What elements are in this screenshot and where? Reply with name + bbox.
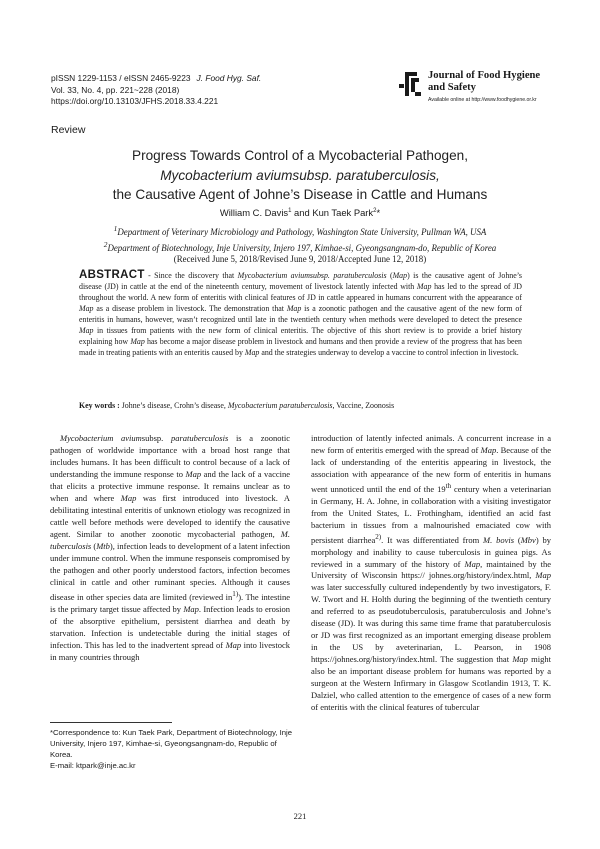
journal-abbrev: J. Food Hyg. Saf. — [196, 73, 262, 83]
received-dates: (Received June 5, 2018/Revised June 9, 2018/Accepted June 12, 2018) — [173, 254, 427, 265]
paper-title — [50, 146, 550, 205]
article-meta — [51, 73, 261, 108]
keywords: Key words : Johne’s disease, Crohn’s disease, Mycobacterium paratuberculosis, Vaccine, Zoonosis — [79, 401, 395, 410]
journal-logo-icon — [397, 70, 423, 98]
journal-logo — [397, 70, 587, 106]
issn: pISSN 1229-1153 / eISSN 2465-9223 — [51, 73, 191, 83]
body-column-right — [311, 433, 551, 714]
body-column-left — [50, 433, 290, 664]
journal-name: Journal of Food Hygiene and Safety — [428, 70, 541, 93]
abstract: ABSTRACT - Since the discovery that Mycobacterium aviumsubsp. paratuberculosis (Map) is the causative agent of Johne’s disease (JD) in cattle at the end of the nineteenth century, movement of livestock latently infected with Map has led to the spread of JD throughout the world. A new form of enteritis with clinical features of JD in cattle appeared in humans concurrent with the appearance of Map as a disease problem in livestock. The demonstration that Map is a zoonotic pathogen and the causative agent of the new form of enteritis in humans, however, wasn’t recognized until late in the twentieth century when methods were developed to detect the presence Map in tissues from patients with the new form of clinical enteritis. The objective of this short review is to provide a brief history explaining how Map has become a major disease problem in livestock and humans and then provide a review of the progress that has been made in treating patients with an enteritis caused by Map and the strategies underway to develop a vaccine to control infection in livestock. — [79, 269, 522, 358]
volume-info: Vol. 33, No. 4, pp. 221~228 (2018) — [51, 84, 180, 95]
citation[interactable]: 2) — [375, 532, 382, 541]
body-paragraph: Mycobacterium aviumsubsp. paratuberculosis is a zoonotic pathogen of worldwide importance with a broad host range that includes humans. It has been difficult to control because of a lack of understanding the immune response to Map and the lack of a vaccine that elicits a protective immune response. It remains unclear as to when and where Map was first introduced into livestock. A debilitating intestinal enteritis of unknown etiology was recognized in cattle well before methods were developed to identify the causative agent. Similar to another zoonotic mycobacterial pathogen, M. tuberculosis (Mtb), infection leads to development of a latent infection under immune control. When the immune responseis compromised by the pathogen and other poorly understood factors, infection becomes clinical in cattle and other ruminant species. Although it causes disease in other species data are limited (reviewed $in^{1)}$). The intestine is the primary target tissue affected by Map. Infection leads to erosion of the absorptive epithelium, persistent diarrhea and death by starvation. Infection is undetectable during the initial stages of infection. This has led to the inadvertent spread of Map into livestock in many countries through — [50, 433, 291, 662]
title-line-1: Progress Towards Control of a Mycobacterial Pathogen, — [132, 148, 468, 163]
author-name: Kun Taek Park — [312, 207, 374, 218]
corresponding-mark: * — [376, 207, 381, 218]
section-label: Review — [51, 124, 86, 136]
doi-link[interactable]: https://doi.org/10.13103/JFHS.2018.33.4.221 — [51, 96, 219, 107]
affiliation-1: $^1$Department of Veterinary Microbiology and Pathology, Washington State University, Pullman WA, USA — [113, 224, 487, 237]
title-line-2: Mycobacterium aviumsubsp. paratuberculosis, — [160, 167, 440, 183]
page-number: 221 — [293, 811, 307, 821]
abstract-heading: ABSTRACT — [79, 269, 145, 281]
title-line-3: the Causative Agent of Johne’s Disease in Cattle and Humans — [112, 187, 488, 203]
journal-website[interactable]: Available online at http://www.foodhygiene.or.kr — [428, 97, 537, 103]
body-paragraph: introduction of latently infected animals. A concurrent increase in a new form of enteritis emerged with the spread of Map. Because of the lack of understanding of the enteritis appearing in livestock, the association with appearance of the new form of enteritis in humans went unnoticed until the end of the 19th century when a veterinarian in Germany, H. A. Johne, in collaboration with a visiting investigator from the United States, L. Frothingham, identified an acid fast bacterium in tissues from a malnourished emaciated cow with persistent diarrhea$^{2)}$. It was differentiated from M. bovis (Mbv) by morphology and inability to cause tuberculosis in guinea pigs. As reviewed in a summary of the history of Map, maintained by the University of Wisconsin https:// johnes.org/history/index.html, Map was later successfully cultured independently by two investigators, F. W. Twort and H. Holth during the beginning of the twentieth century and referred to as pseudotuberculosis, paratuberculosis and Johne’s disease (JD). It was during this same time frame that paratuberculosis or JD was first recognized as an important emerging disease problem in the US by aveterinarian, L. Pearson, in 1908 https://johnes.org/history/index.html. The suggestion that Map might also be an important disease problem for humans was reported by a surgeon at the Western Infirmary in Glasgow Scotlandin 1913, T. K. Dalziel, who called attention to the emergence of cases of a new form of enteritis with the clinical features of tubercular — [311, 433, 551, 713]
affiliations — [50, 223, 550, 266]
correspondence-email[interactable]: E-mail: ktpark@inje.ac.kr — [50, 761, 136, 770]
keywords-label: Key words : — [79, 401, 120, 410]
footnote-divider — [50, 722, 172, 723]
correspondence-footnote — [50, 727, 295, 771]
author-name: William C. Davis — [219, 207, 289, 218]
affiliation-2: $^2$Department of Biotechnology, Inje University, Injero 197, Kimhae-si, Gyeongsangnam-do, Republic of Korea — [103, 239, 497, 253]
correspondence-text: *Correspondence to: Kun Taek Park, Department of Biotechnology, Inje University, Injero 197, Kimhae-si, Gyeongsangnam-do, Republic of Korea. — [50, 728, 293, 759]
citation[interactable]: 1) — [232, 589, 239, 598]
author-list: William C. Davis$^1$ and Kun Taek Park$^2$* — [219, 207, 381, 218]
